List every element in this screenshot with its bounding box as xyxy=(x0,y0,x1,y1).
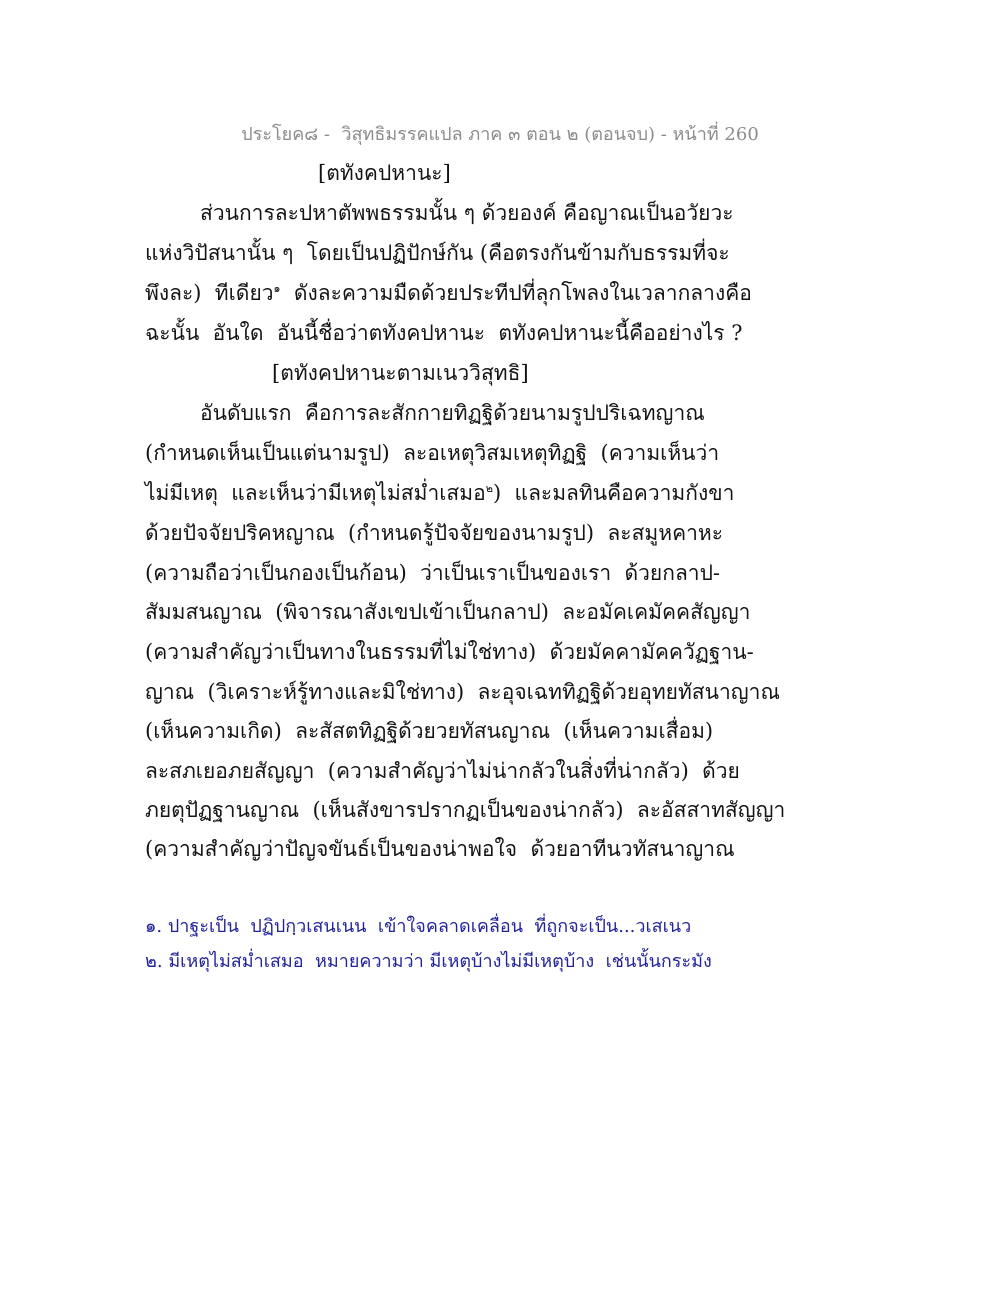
body-line: ส่วนการละปหาตัพพธรรมนั้น ๆ ด้วยองค์ คือญาณเป็นอวัยวะ xyxy=(200,201,734,225)
page-header: ประโยค๘ - วิสุทธิมรรคแปล ภาค ๓ ตอน ๒ (ตอนจบ) - หน้าที่ 260 xyxy=(241,124,759,145)
footnote-text: มีเหตุไม่สม่ำเสมอ หมายความว่า มีเหตุบ้างไม่มีเหตุบ้าง เช่นนั้นกระมัง xyxy=(162,951,712,972)
footnote-text: ปาฐะเป็น ปฏิปกฺวเสนเนน เข้าใจคลาดเคลื่อน ที่ถูกจะเป็น...วเสเนว xyxy=(162,916,692,937)
body-line: (เห็นความเกิด) ละสัสตทิฏฐิด้วยวยทัสนญาณ (เห็นความเสื่อม) xyxy=(145,719,714,743)
body-line: (ความสำคัญว่าปัญจขันธ์เป็นของน่าพอใจ ด้วยอาทีนวทัสนาญาณ xyxy=(145,837,735,861)
body-line: (ความถือว่าเป็นกองเป็นก้อน) ว่าเป็นเราเป็นของเรา ด้วยกลาป- xyxy=(145,561,721,585)
body-line: ฉะนั้น อันใด อันนี้ชื่อว่าตทังคปหานะ ตทังคปหานะนี้คืออย่างไร ? xyxy=(145,321,743,345)
body-line: (ความสำคัญว่าเป็นทางในธรรมที่ไม่ใช่ทาง) ด้วยมัคคามัคควัฏฐาน- xyxy=(145,640,754,664)
body-line: (กำหนดเห็นเป็นแต่นามรูป) ละอเหตุวิสมเหตุทิฏฐิ (ความเห็นว่า xyxy=(145,441,720,465)
section-heading: [ตทังคปหานะตามเนววิสุทธิ] xyxy=(272,361,529,385)
footnote-marker: ๒ xyxy=(485,482,493,495)
body-line: ด้วยปัจจัยปริคหญาณ (กำหนดรู้ปัจจัยของนามรูป) ละสมูหคาหะ xyxy=(145,521,724,545)
body-line: แห่งวิปัสนานั้น ๆ โดยเป็นปฏิปักษ์กัน (คือตรงกันข้ามกับธรรมที่จะ xyxy=(145,241,730,265)
body-line-text: ) และมลทินคือความกังขา xyxy=(492,481,735,505)
footnote-2 xyxy=(145,944,712,980)
body-line: ญาณ (วิเคราะห์รู้ทางและมิใช่ทาง) ละอุจเฉททิฏฐิด้วยอุทยทัสนาญาณ xyxy=(145,680,780,704)
body-line-text: พึงละ) ทีเดียว xyxy=(145,281,274,305)
body-line: ภยตุปัฏฐานญาณ (เห็นสังขารปรากฏเป็นของน่ากลัว) ละอัสสาทสัญญา xyxy=(145,798,786,822)
body-line: ละสภเยอภยสัญญา (ความสำคัญว่าไม่น่ากลัวในสิ่งที่น่ากลัว) ด้วย xyxy=(145,759,740,783)
body-line xyxy=(145,273,752,313)
footnote-1 xyxy=(145,909,691,945)
body-line xyxy=(145,473,734,513)
section-heading: [ตทังคปหานะ] xyxy=(318,161,451,185)
body-line: อันดับแรก คือการละสักกายทิฏฐิด้วยนามรูปปริเฉทญาณ xyxy=(200,401,705,425)
footnote-marker: ๑ xyxy=(273,282,281,295)
body-line-text: ไม่มีเหตุ และเห็นว่ามีเหตุไม่สม่ำเสมอ xyxy=(145,481,486,505)
footnote-number: ๒. xyxy=(145,951,163,972)
footnote-number: ๑. xyxy=(145,916,163,937)
body-line-text: ดังละความมืดด้วยประทีปที่ลุกโพลงในเวลากลางคือ xyxy=(280,281,752,305)
body-line: สัมมสนญาณ (พิจารณาสังเขปเข้าเป็นกลาป) ละอมัคเคมัคคสัญญา xyxy=(145,600,751,624)
